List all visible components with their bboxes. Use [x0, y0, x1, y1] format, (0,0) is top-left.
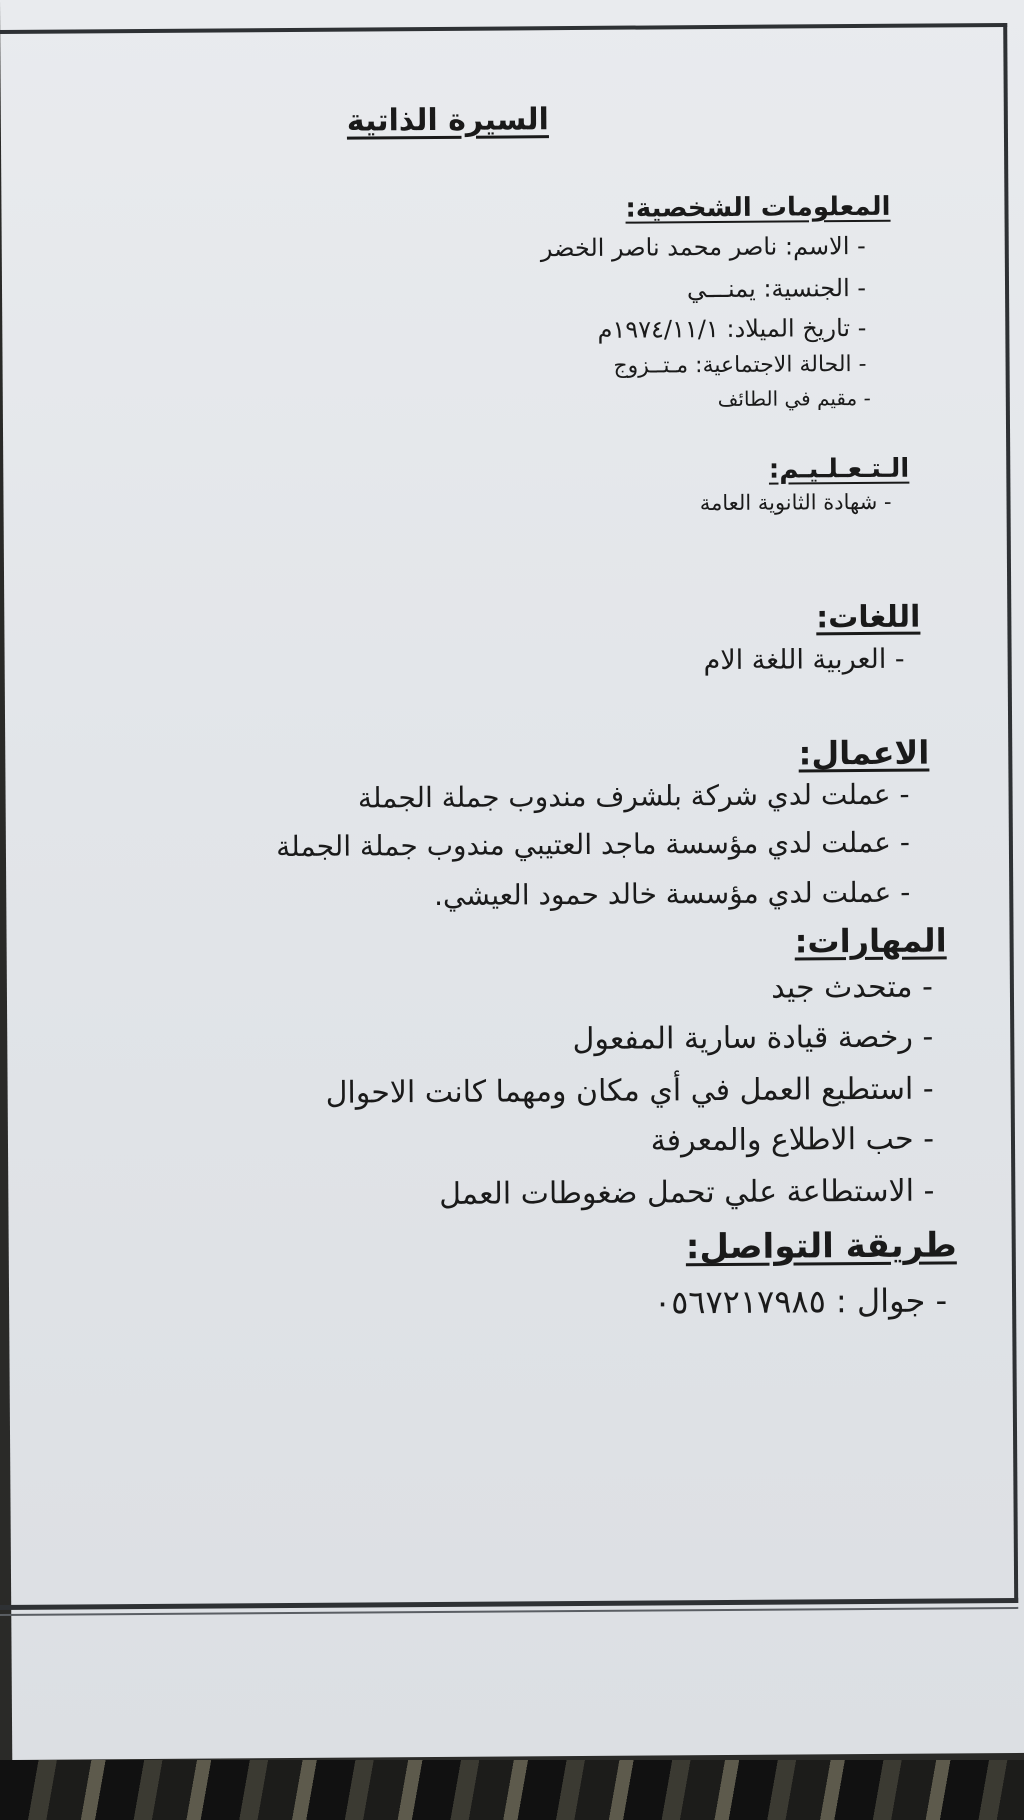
personal-residence: - مقيم في الطائف: [717, 385, 871, 411]
section-heading-work: الاعمال:: [798, 733, 930, 773]
section-heading-education: الـتـعـلـيـم:: [768, 453, 910, 485]
skill-item-2: - رخصة قيادة سارية المفعول: [572, 1019, 934, 1058]
language-item: - العربية اللغة الام: [703, 643, 905, 677]
work-item-2: - عملت لدي مؤسسة ماجد العتيبي مندوب جملة الجملة: [276, 825, 911, 864]
section-heading-contact: طريقة التواصل:: [685, 1225, 957, 1268]
skill-item-3: - استطيع العمل في أي مكان ومهما كانت الاحوال: [325, 1071, 934, 1111]
section-heading-personal: المعلومات الشخصية:: [625, 191, 891, 224]
personal-nationality: - الجنسية: يمنـــي: [686, 273, 867, 304]
section-heading-skills: المهارات:: [794, 921, 947, 961]
work-item-1: - عملت لدي شركة بلشرف مندوب جملة الجملة: [357, 777, 910, 815]
skill-item-4: - حب الاطلاع والمعرفة: [650, 1121, 935, 1159]
work-item-3: - عملت لدي مؤسسة خالد حمود العيشي.: [433, 875, 911, 912]
contact-phone: - جوال : ٠٥٦٧٢١٧٩٨٥: [653, 1281, 948, 1322]
document-title: السيرة الذاتية: [346, 102, 549, 139]
education-item: - شهادة الثانوية العامة: [699, 489, 892, 516]
background-plastic-bag: [0, 1760, 1024, 1820]
personal-birthdate: - تاريخ الميلاد: ١٩٧٤/١١/١م: [597, 313, 867, 344]
section-heading-languages: اللغات:: [816, 599, 921, 636]
personal-marital-status: - الحالة الاجتماعية: مـتــزوج: [613, 351, 867, 379]
skill-item-1: - متحدث جيد: [771, 969, 934, 1006]
skill-item-5: - الاستطاعة علي تحمل ضغوطات العمل: [439, 1173, 935, 1212]
personal-name: - الاسم: ناصر محمد ناصر الخضر: [540, 231, 866, 263]
page-border: [0, 23, 1018, 1610]
